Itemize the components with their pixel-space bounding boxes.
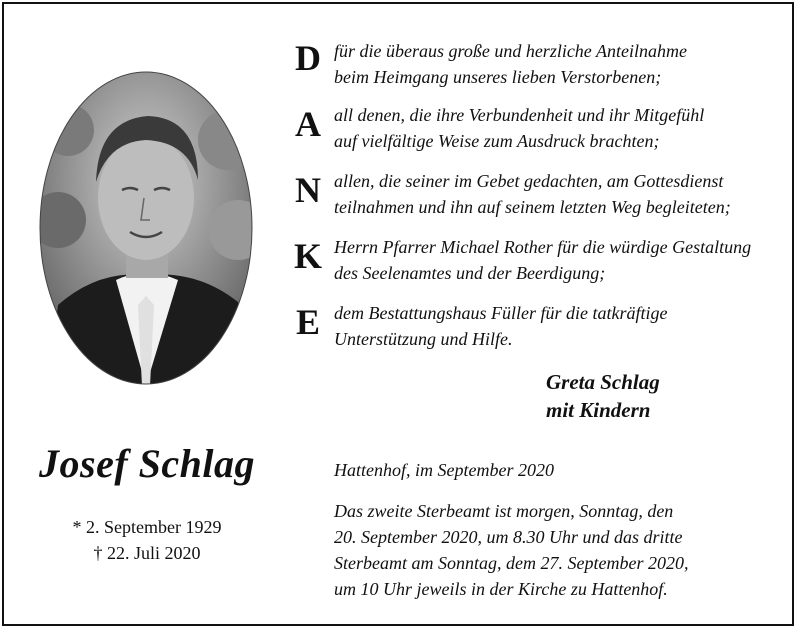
notice-line: um 10 Uhr jeweils in der Kirche zu Hattenhof. xyxy=(334,579,668,599)
death-date: † 22. Juli 2020 xyxy=(93,543,201,563)
obituary-frame xyxy=(2,2,794,626)
danke-text xyxy=(334,300,667,352)
signature xyxy=(546,368,660,424)
deceased-name: Josef Schlag xyxy=(39,441,255,486)
danke-line: Herrn Pfarrer Michael Rother für die würdige Gestaltung xyxy=(334,237,752,257)
danke-text xyxy=(334,168,731,220)
danke-row-e xyxy=(288,300,788,360)
portrait-photo xyxy=(38,70,254,386)
danke-line: beim Heimgang unseres lieben Verstorbenen; xyxy=(334,67,662,87)
danke-line: auf vielfältige Weise zum Ausdruck brachten; xyxy=(334,131,660,151)
danke-line: Unterstützung und Hilfe. xyxy=(334,329,513,349)
notice-line: Das zweite Sterbeamt ist morgen, Sonntag, den xyxy=(334,501,674,521)
danke-line: allen, die seiner im Gebet gedachten, am Gottesdienst xyxy=(334,171,724,191)
notice-line: Sterbeamt am Sonntag, dem 27. September 2020, xyxy=(334,553,689,573)
life-dates xyxy=(22,514,272,566)
danke-letter: A xyxy=(295,104,321,144)
danke-letter: E xyxy=(295,302,320,342)
signature-line-1: Greta Schlag xyxy=(546,370,660,394)
notice-line: 20. September 2020, um 8.30 Uhr und das dritte xyxy=(334,527,683,547)
danke-letter: K xyxy=(293,236,322,276)
danke-row-a xyxy=(288,102,788,162)
danke-line: dem Bestattungshaus Füller für die tatkräftige xyxy=(334,303,668,323)
signature-line-2: mit Kindern xyxy=(546,398,651,422)
danke-line: für die überaus große und herzliche Anteilnahme xyxy=(334,41,687,61)
danke-text xyxy=(334,38,687,90)
danke-line: teilnahmen und ihn auf seinem letzten Weg begleiteten; xyxy=(334,197,731,217)
danke-text xyxy=(334,234,751,286)
danke-text xyxy=(334,102,704,154)
danke-line: all denen, die ihre Verbundenheit und ihr Mitgefühl xyxy=(334,105,705,125)
danke-line: des Seelenamtes und der Beerdigung; xyxy=(334,263,606,283)
danke-row-n xyxy=(288,168,788,228)
danke-letter: N xyxy=(295,170,321,210)
danke-row-d xyxy=(288,38,788,98)
danke-letter: D xyxy=(295,38,321,78)
danke-row-k xyxy=(288,234,788,294)
place-date: Hattenhof, im September 2020 xyxy=(334,460,554,480)
service-notice xyxy=(334,498,688,602)
birth-date: * 2. September 1929 xyxy=(72,517,222,537)
